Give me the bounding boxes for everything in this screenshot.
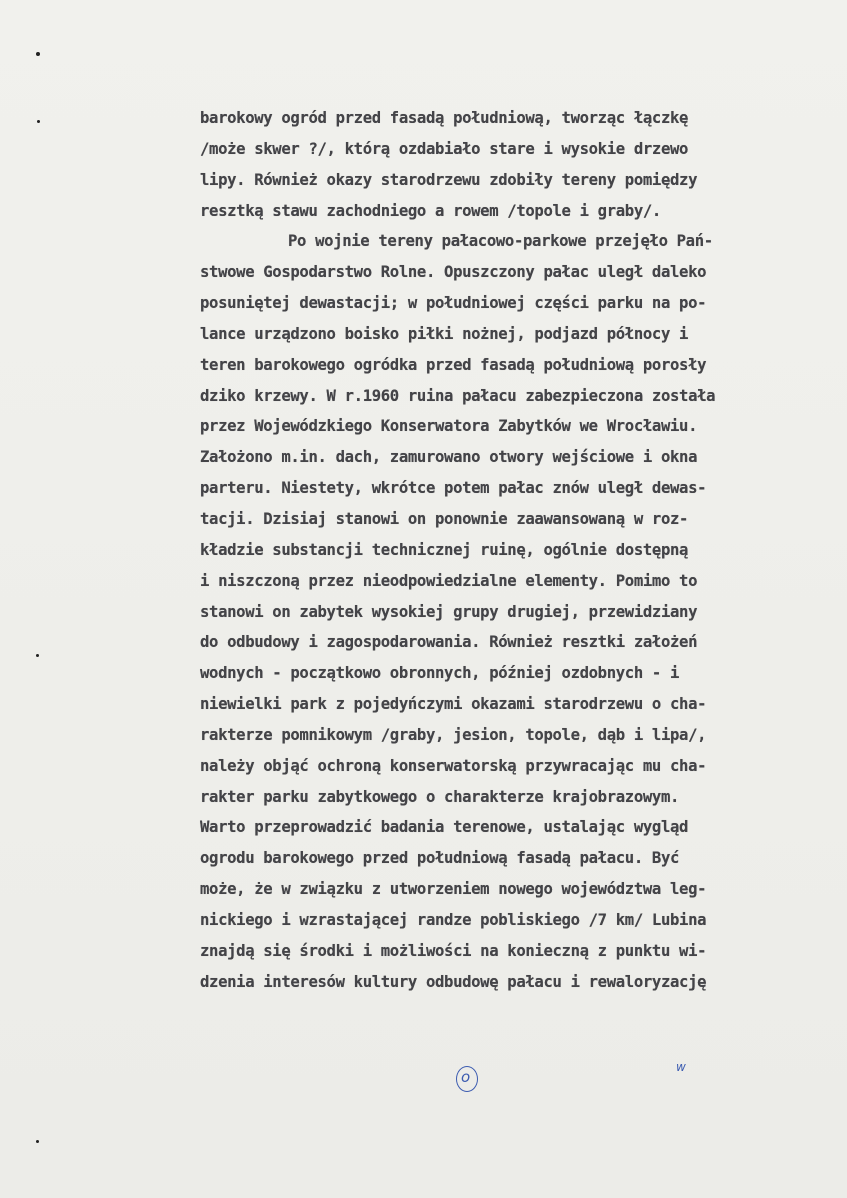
text-line: lipy. Również okazy starodrzewu zdobiły tereny pomiędzy	[200, 170, 698, 189]
text-line: może, że w związku z utworzeniem nowego województwa leg-	[200, 880, 707, 899]
text-line: rakterze pomnikowym /graby, jesion, topole, dąb i lipa/,	[200, 725, 707, 744]
text-line: przez Wojewódzkiego Konserwatora Zabytków we Wrocławiu.	[200, 417, 698, 436]
text-line: dziko krzewy. W r.1960 ruina pałacu zabezpieczona została	[200, 386, 716, 405]
text-line: Warto przeprowadzić badania terenowe, ustalając wygląd	[200, 818, 689, 837]
pen-correction-letter: o	[461, 1068, 471, 1086]
text-line: należy objąć ochroną konserwatorską przywracając mu cha-	[200, 756, 707, 775]
text-line: rakter parku zabytkowego o charakterze krajobrazowym.	[200, 787, 680, 806]
text-line: resztką stawu zachodniego a rowem /topole i graby/.	[200, 201, 661, 220]
pen-correction-letter: w	[676, 1060, 686, 1074]
text-line: dzenia interesów kultury odbudowę pałacu i rewaloryzację	[200, 972, 707, 991]
text-line: i niszczoną przez nieodpowiedzialne elementy. Pomimo to	[200, 571, 698, 590]
text-line: Założono m.in. dach, zamurowano otwory wejściowe i okna	[200, 448, 698, 467]
text-line: /może skwer ?/, którą ozdabiało stare i wysokie drzewo	[200, 139, 689, 158]
text-line: parteru. Niestety, wkrótce potem pałac znów uległ dewas-	[200, 479, 707, 498]
text-line: niewielki park z pojedyńczymi okazami starodrzewu o cha-	[200, 695, 707, 714]
text-line: wodnych - początkowo obronnych, później ozdobnych - i	[200, 664, 680, 683]
text-line: nickiego i wzrastającej randze pobliskiego /7 km/ Lubina	[200, 910, 707, 929]
text-line: lance urządzono boisko piłki nożnej, podjazd północy i	[200, 324, 689, 343]
text-line: barokowy ogród przed fasadą południową, tworząc łączkę	[200, 109, 689, 127]
margin-dot	[37, 120, 40, 123]
text-line: znajdą się środki i możliwości na konieczną z punktu wi-	[200, 941, 707, 960]
text-line: stanowi on zabytek wysokiej grupy drugiej, przewidziany	[200, 602, 698, 621]
margin-dot	[36, 654, 39, 657]
text-line: Po wojnie tereny pałacowo-parkowe przejęło Pań-	[288, 232, 713, 251]
text-line: posuniętej dewastacji; w południowej części parku na po-	[200, 294, 707, 313]
margin-dot	[36, 1140, 39, 1143]
text-line: tacji. Dzisiaj stanowi on ponownie zaawansowaną w roz-	[200, 509, 689, 528]
text-line: stwowe Gospodarstwo Rolne. Opuszczony pałac uległ daleko	[200, 263, 707, 282]
text-line: teren barokowego ogródka przed fasadą południową porosły	[200, 355, 707, 374]
typewritten-text	[200, 103, 800, 997]
text-line: ogrodu barokowego przed południową fasadą pałacu. Być	[200, 849, 680, 868]
margin-dot	[36, 52, 40, 56]
text-line: kładzie substancji technicznej ruinę, ogólnie dostępną	[200, 540, 689, 559]
text-line: do odbudowy i zagospodarowania. Również resztki założeń	[200, 633, 698, 652]
